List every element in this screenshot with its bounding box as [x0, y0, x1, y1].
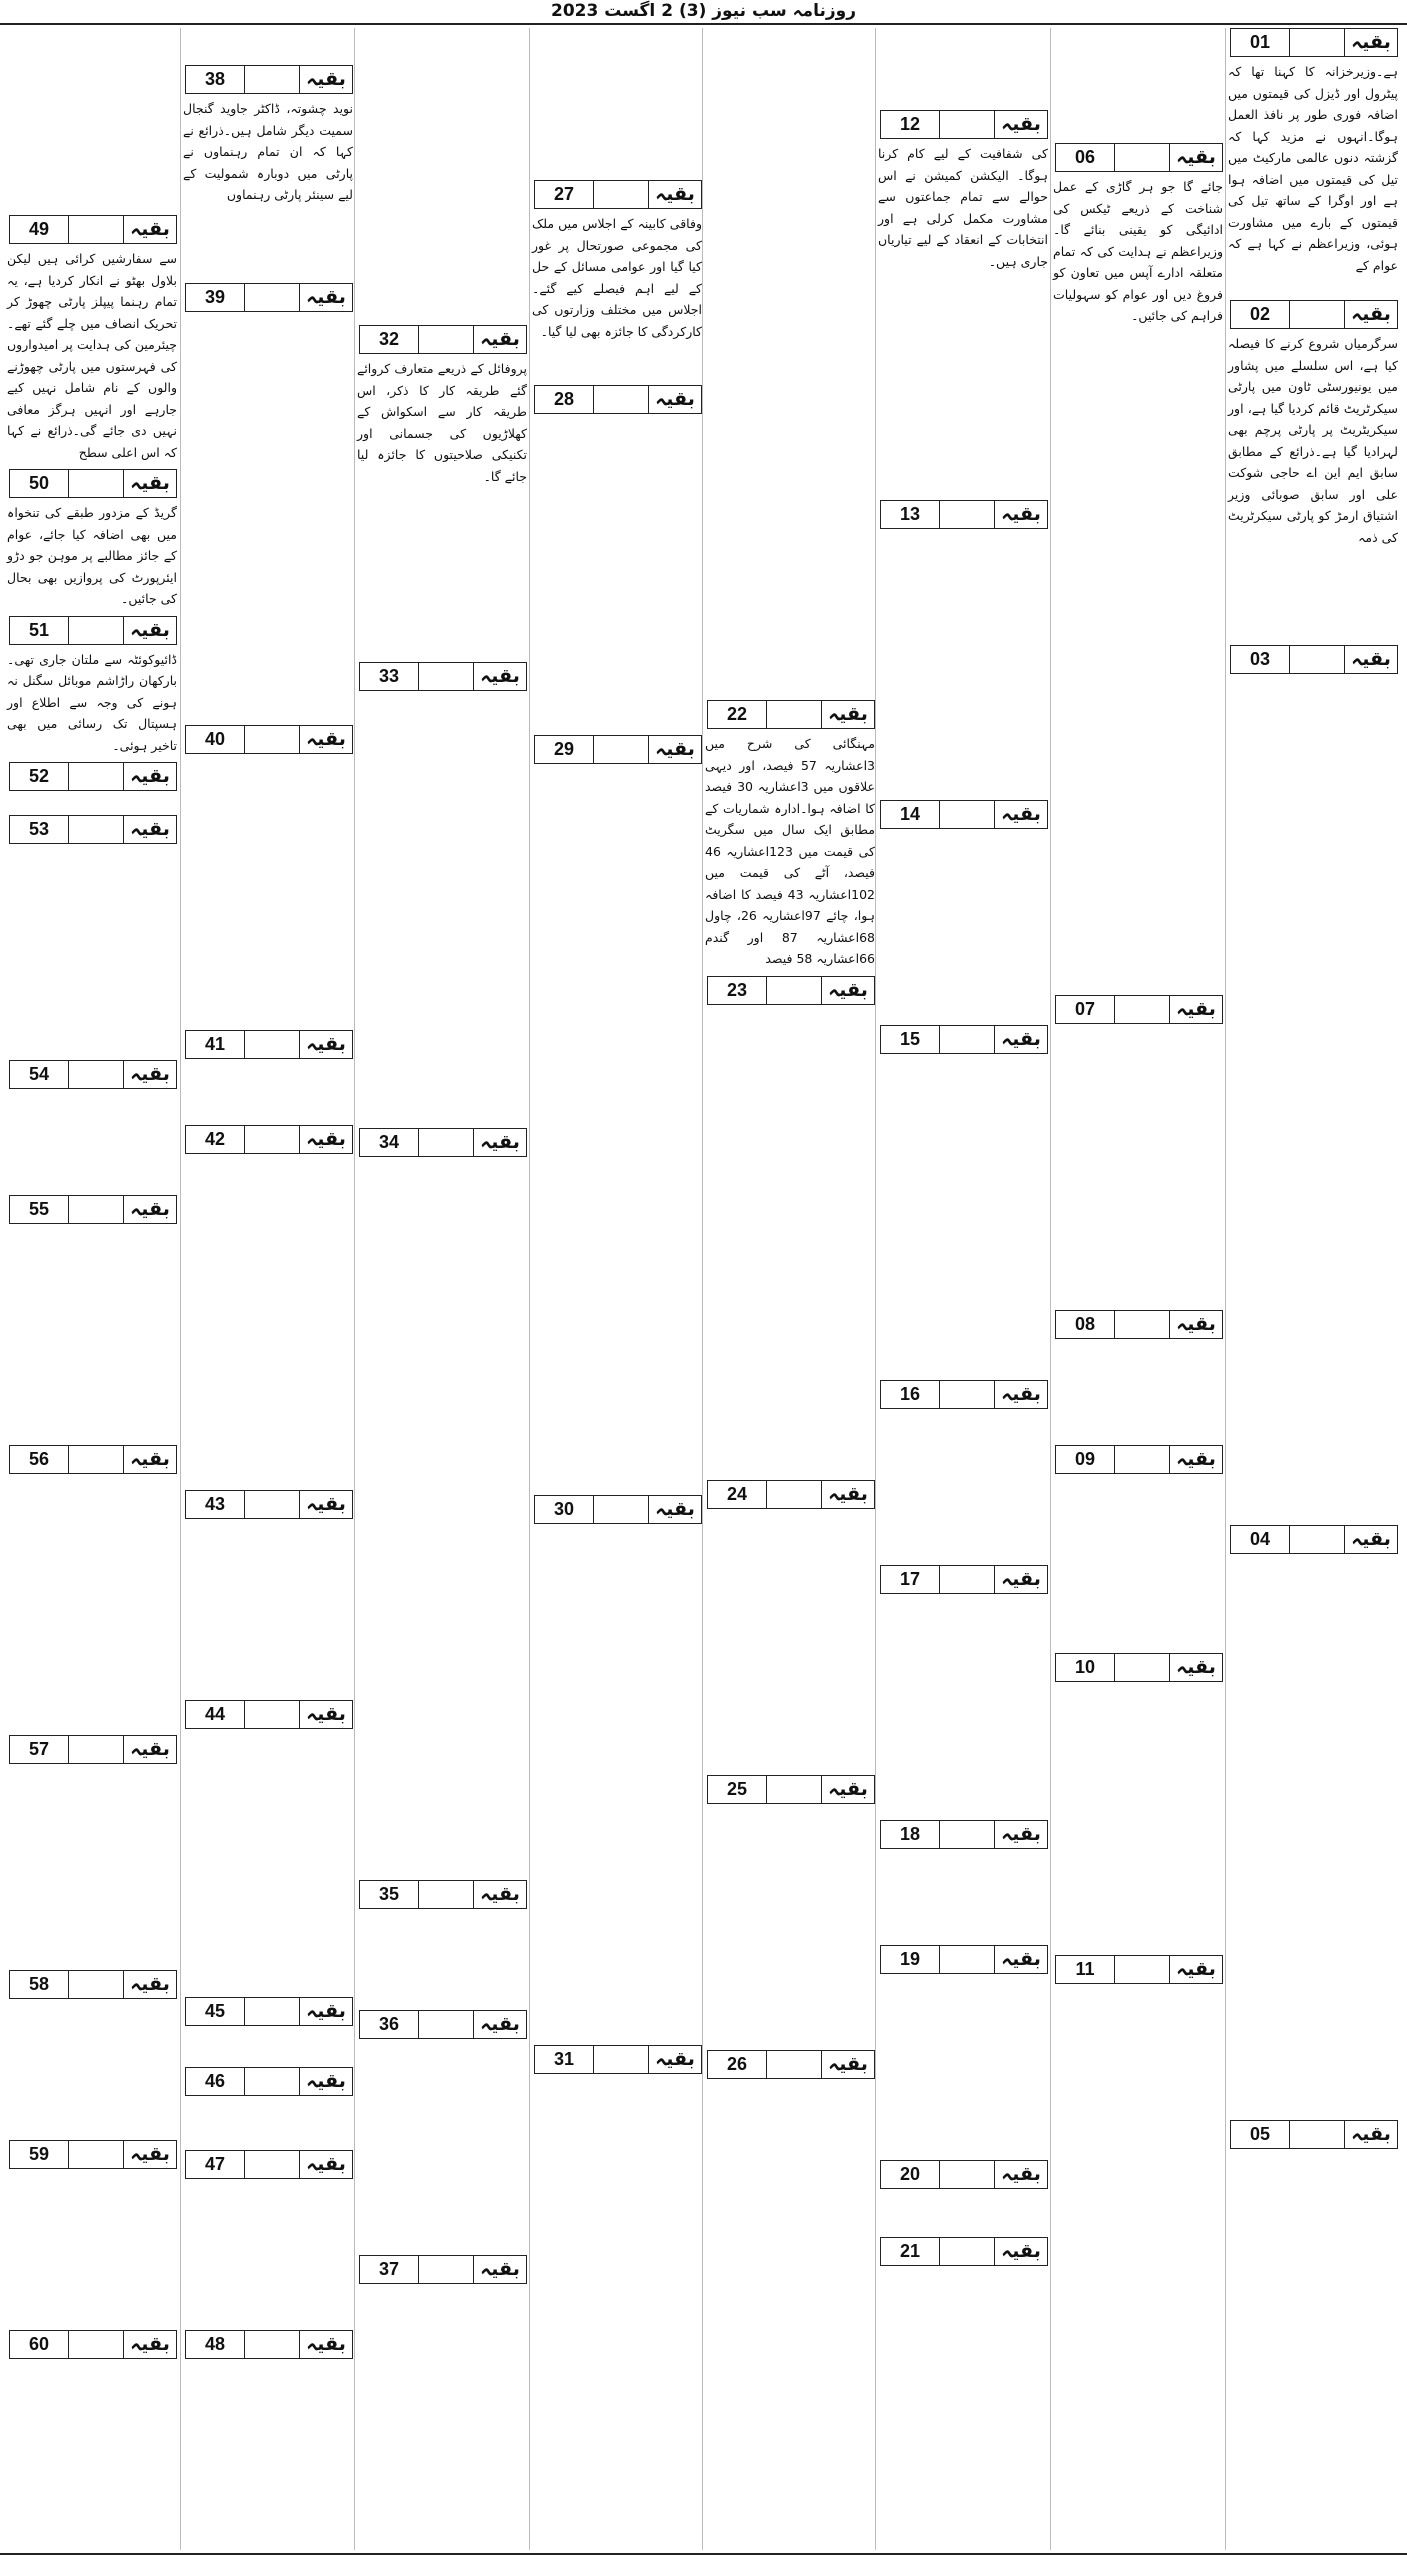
continuation-label: بقیہ	[123, 1196, 176, 1223]
continuation-blank	[593, 386, 648, 413]
continuation-number: 40	[204, 728, 226, 749]
continuation-number: 51	[28, 619, 50, 640]
continuation-blank	[418, 1881, 473, 1908]
article-text: پروفائل کے ذریعے متعارف کروائے گئے طریقہ کار کا ذکر، اس طریقہ کار سے اسکواش کے کھلاڑیوں کی جسمانی اور تکنیکی صلاحیتوں کا جائزہ لیا جائے گا۔	[357, 361, 527, 484]
continuation-number: 47	[204, 2153, 226, 2174]
continuation-blank	[68, 1736, 123, 1763]
continuation-box-15	[880, 1025, 1048, 1054]
continuation-number: 02	[1249, 304, 1271, 324]
continuation-label: بقیہ	[821, 1776, 874, 1803]
continuation-blank	[1114, 1446, 1169, 1473]
continuation-blank	[1114, 1311, 1169, 1338]
continuation-blank	[939, 1381, 994, 1408]
continuation-number: 49	[28, 219, 50, 239]
continuation-label: بقیہ	[299, 1701, 352, 1728]
column-1	[1228, 28, 1398, 2149]
continuation-number: 28	[553, 389, 575, 409]
continuation-blank	[68, 617, 123, 644]
continuation-label: بقیہ	[648, 386, 701, 413]
continuation-label: بقیہ	[299, 726, 352, 753]
continuation-number: 33	[378, 666, 400, 686]
continuation-box-50	[9, 469, 177, 498]
continuation-blank	[418, 326, 473, 353]
continuation-blank	[68, 470, 123, 497]
continuation-blank	[766, 2051, 821, 2078]
column-5	[532, 28, 702, 2074]
continuation-blank	[68, 2141, 123, 2168]
continuation-box-28	[534, 385, 702, 414]
masthead: روزنامہ سب نیوز (3) 2 اگست 2023	[551, 1, 856, 21]
continuation-box-34	[359, 1128, 527, 1157]
article-text: ڈائیوکوئٹہ سے ملتان جاری تھی۔بارکھان راڑاشم موبائل سگنل نہ ہونے کی وجہ سے اطلاع اور ہسپتال تک رسائی میں بھی تاخیر ہوئی۔	[7, 651, 177, 753]
continuation-label: بقیہ	[1169, 1956, 1222, 1983]
continuation-blank	[244, 726, 299, 753]
article-text: سرگرمیاں شروع کرنے کا فیصلہ کیا ہے، اس سلسلے میں پشاور میں یونیورسٹی ٹاون میں پارٹی سیکرٹریٹ قائم کردیا گیا ہے، اور سیکریٹریٹ پر پارٹی پرچم بھی لہرادیا گیا ہے۔ذرائع کے مطابق سابق ایم این اے حاجی شوکت علی اور سابق صوبائی وزیر اشتیاق ارمڑ کو پارٹی سیکرٹریٹ کی ذمہ	[1228, 336, 1398, 545]
continuation-box-49	[9, 215, 177, 244]
continuation-box-11	[1055, 1955, 1223, 1984]
continuation-number: 42	[204, 1128, 226, 1149]
continuation-label: بقیہ	[994, 1946, 1047, 1973]
continuation-label: بقیہ	[821, 1481, 874, 1508]
continuation-label: بقیہ	[994, 1381, 1047, 1408]
continuation-number: 48	[204, 2333, 226, 2354]
continuation-number: 13	[899, 504, 921, 524]
column-2	[1053, 28, 1223, 1984]
continuation-box-37	[359, 2255, 527, 2284]
continuation-blank	[1114, 144, 1169, 171]
continuation-label: بقیہ	[299, 2068, 352, 2095]
continuation-blank	[244, 284, 299, 311]
continuation-number: 24	[726, 1483, 748, 1504]
continuation-box-35	[359, 1880, 527, 1909]
continuation-label: بقیہ	[648, 1496, 701, 1523]
column-divider	[529, 28, 530, 2550]
continuation-label: بقیہ	[123, 1971, 176, 1998]
continuation-blank	[593, 736, 648, 763]
column-8	[7, 28, 177, 2359]
continuation-box-54	[9, 1060, 177, 1089]
continuation-label: بقیہ	[123, 2331, 176, 2358]
continuation-label: بقیہ	[821, 701, 874, 728]
continuation-number: 03	[1249, 649, 1271, 669]
continuation-number: 04	[1249, 1529, 1271, 1549]
continuation-number: 01	[1249, 32, 1271, 52]
continuation-number: 60	[28, 2334, 50, 2354]
continuation-number: 32	[378, 329, 400, 349]
continuation-number: 29	[553, 739, 575, 759]
continuation-number: 58	[28, 1974, 50, 1994]
continuation-label: بقیہ	[821, 977, 874, 1004]
continuation-label: بقیہ	[123, 1061, 176, 1088]
continuation-label: بقیہ	[994, 111, 1047, 138]
continuation-box-32	[359, 325, 527, 354]
continuation-box-25	[707, 1775, 875, 1804]
continuation-number: 10	[1074, 1656, 1096, 1677]
continuation-number: 26	[726, 2053, 748, 2074]
continuation-box-38	[185, 65, 353, 94]
continuation-blank	[939, 1821, 994, 1848]
continuation-blank	[418, 663, 473, 690]
continuation-label: بقیہ	[123, 470, 176, 497]
continuation-number: 46	[204, 2070, 226, 2091]
continuation-label: بقیہ	[299, 1126, 352, 1153]
article-text: کی شفافیت کے لیے کام کرنا ہوگا۔ الیکشن کمیشن نے اس حوالے سے تمام جماعتوں سے مشاورت مکمل کرلی ہے اور انتخابات کے انعقاد کے لیے تیاریاں جاری ہیں۔	[878, 146, 1048, 269]
continuation-number: 15	[899, 1029, 921, 1049]
continuation-number: 37	[378, 2259, 400, 2279]
continuation-blank	[593, 181, 648, 208]
continuation-number: 44	[204, 1703, 226, 1724]
continuation-box-16	[880, 1380, 1048, 1409]
article-text: نوید چشوتہ، ڈاکٹر جاوید گنجال سمیت دیگر شامل ہیں۔ذرائع نے کہا کہ ان تمام رہنماوں نے پارٹی میں دوبارہ شمولیت کے لیے سینئر پارٹی رہنماوں	[183, 101, 353, 202]
continuation-number: 59	[28, 2144, 50, 2164]
continuation-label: بقیہ	[123, 2141, 176, 2168]
continuation-label: بقیہ	[473, 326, 526, 353]
continuation-box-06	[1055, 143, 1223, 172]
continuation-box-13	[880, 500, 1048, 529]
continuation-blank	[1289, 2121, 1344, 2148]
continuation-number: 57	[28, 1739, 50, 1759]
continuation-box-02	[1230, 300, 1398, 329]
continuation-blank	[244, 1701, 299, 1728]
continuation-box-58	[9, 1970, 177, 1999]
continuation-blank	[593, 1496, 648, 1523]
continuation-label: بقیہ	[648, 181, 701, 208]
article-text: گریڈ کے مزدور طبقے کی تنخواہ میں بھی اضافہ کیا جائے، عوام کے جائز مطالبے پر موہن جو دڑو ایئرپورٹ کی پروازیں بھی بحال کی جائیں۔	[7, 505, 177, 606]
continuation-number: 06	[1074, 147, 1096, 167]
continuation-number: 18	[899, 1824, 921, 1844]
continuation-blank	[68, 216, 123, 243]
continuation-number: 50	[28, 473, 50, 493]
continuation-box-14	[880, 800, 1048, 829]
continuation-label: بقیہ	[994, 801, 1047, 828]
continuation-blank	[939, 501, 994, 528]
continuation-number: 17	[899, 1569, 921, 1589]
continuation-number: 54	[28, 1064, 50, 1084]
continuation-label: بقیہ	[994, 2238, 1047, 2265]
continuation-number: 09	[1074, 1448, 1096, 1469]
continuation-box-30	[534, 1495, 702, 1524]
continuation-number: 30	[553, 1499, 575, 1519]
continuation-box-29	[534, 735, 702, 764]
continuation-blank	[1114, 1654, 1169, 1681]
column-divider	[1225, 28, 1226, 2550]
continuation-blank	[244, 2331, 299, 2358]
continuation-number: 23	[726, 979, 748, 1000]
continuation-label: بقیہ	[299, 66, 352, 93]
continuation-blank	[244, 1126, 299, 1153]
column-6	[357, 28, 527, 2284]
continuation-label: بقیہ	[994, 1821, 1047, 1848]
continuation-label: بقیہ	[1344, 2121, 1397, 2148]
continuation-number: 11	[1075, 1958, 1095, 1979]
continuation-label: بقیہ	[299, 284, 352, 311]
continuation-blank	[766, 701, 821, 728]
continuation-label: بقیہ	[1344, 646, 1397, 673]
continuation-box-19	[880, 1945, 1048, 1974]
continuation-label: بقیہ	[1169, 1654, 1222, 1681]
article-text: مہنگائی کی شرح میں 3اعشاریہ 57 فیصد، اور دیہی علاقوں میں 3اعشاریہ 30 فیصد کا اضافہ ہوا۔ادارہ شماریات کے مطابق ایک سال میں سگریٹ کی قیمت میں 123اعشاریہ 46 فیصد، آٹے کی قیمت میں 102اعشاریہ 43 فیصد کا اضافہ ہوا، چائے 97اعشاریہ 26، چاول 68اعشاریہ 87 اور گندم 66اعشاریہ 58 فیصد	[705, 736, 875, 966]
continuation-blank	[244, 1031, 299, 1058]
continuation-box-39	[185, 283, 353, 312]
continuation-box-44	[185, 1700, 353, 1729]
continuation-blank	[1289, 646, 1344, 673]
continuation-box-51	[9, 616, 177, 645]
continuation-number: 36	[378, 2014, 400, 2034]
column-4	[705, 28, 875, 2079]
footer-rule	[0, 2553, 1407, 2555]
continuation-box-24	[707, 1480, 875, 1509]
continuation-blank	[939, 2238, 994, 2265]
continuation-blank	[68, 1446, 123, 1473]
column-3	[878, 28, 1048, 2266]
article-text: ہے۔وزیرخزانہ کا کہنا تھا کہ پیٹرول اور ڈیزل کی قیمتوں میں اضافہ فوری طور پر نافذ العمل ہوگا۔انہوں نے مزید کہا کہ گزشتہ دنوں عالمی مارکیٹ میں تیل کی قیمتوں میں اضافہ ہوا ہے اور اوگرا کے ساتھ تیل کی قیمتوں کے بارے میں مشاورت ہوئی، وزیراعظم نے کہا ہے کہ عوام کے	[1228, 64, 1398, 273]
continuation-number: 12	[899, 114, 921, 134]
continuation-blank	[68, 2331, 123, 2358]
continuation-label: بقیہ	[299, 1998, 352, 2025]
continuation-box-45	[185, 1997, 353, 2026]
continuation-label: بقیہ	[1344, 1526, 1397, 1553]
continuation-box-23	[707, 976, 875, 1005]
continuation-label: بقیہ	[648, 736, 701, 763]
continuation-number: 25	[726, 1778, 748, 1799]
column-divider	[1050, 28, 1051, 2550]
continuation-box-18	[880, 1820, 1048, 1849]
continuation-box-40	[185, 725, 353, 754]
continuation-box-59	[9, 2140, 177, 2169]
continuation-box-10	[1055, 1653, 1223, 1682]
continuation-blank	[939, 2161, 994, 2188]
continuation-number: 39	[204, 286, 226, 307]
continuation-blank	[1289, 301, 1344, 328]
continuation-box-09	[1055, 1445, 1223, 1474]
continuation-blank	[244, 1998, 299, 2025]
column-7	[183, 28, 353, 2359]
continuation-blank	[68, 816, 123, 843]
continuation-label: بقیہ	[123, 816, 176, 843]
continuation-blank	[68, 1061, 123, 1088]
continuation-label: بقیہ	[123, 1736, 176, 1763]
continuation-number: 22	[726, 704, 748, 724]
continuation-blank	[418, 2256, 473, 2283]
continuation-blank	[68, 1971, 123, 1998]
continuation-blank	[1114, 1956, 1169, 1983]
continuation-blank	[418, 2011, 473, 2038]
article-text: وفاقی کابینہ کے اجلاس میں ملک کی مجموعی صورتحال پر غور کیا گیا اور عوامی مسائل کے حل کے لیے اہم فیصلے کیے گئے۔ اجلاس میں مختلف وزارتوں کی کارکردگی کا جائزہ بھی لیا گیا۔	[532, 216, 702, 339]
continuation-box-60	[9, 2330, 177, 2359]
continuation-box-17	[880, 1565, 1048, 1594]
continuation-number: 34	[378, 1132, 400, 1152]
continuation-label: بقیہ	[1169, 1446, 1222, 1473]
continuation-box-31	[534, 2045, 702, 2074]
continuation-number: 38	[204, 69, 226, 89]
continuation-blank	[68, 1196, 123, 1223]
continuation-box-53	[9, 815, 177, 844]
continuation-label: بقیہ	[123, 1446, 176, 1473]
column-divider	[354, 28, 355, 2550]
continuation-box-21	[880, 2237, 1048, 2266]
continuation-number: 14	[899, 804, 921, 824]
continuation-number: 07	[1074, 998, 1096, 1019]
continuation-blank	[766, 1776, 821, 1803]
continuation-box-48	[185, 2330, 353, 2359]
continuation-label: بقیہ	[123, 763, 176, 790]
continuation-box-08	[1055, 1310, 1223, 1339]
continuation-label: بقیہ	[1344, 301, 1397, 328]
continuation-blank	[593, 2046, 648, 2073]
continuation-label: بقیہ	[473, 1129, 526, 1156]
continuation-blank	[1114, 996, 1169, 1023]
continuation-number: 35	[378, 1884, 400, 1904]
continuation-label: بقیہ	[994, 2161, 1047, 2188]
continuation-label: بقیہ	[473, 2011, 526, 2038]
continuation-label: بقیہ	[994, 1026, 1047, 1053]
column-divider	[180, 28, 181, 2550]
continuation-number: 45	[204, 2000, 226, 2021]
continuation-box-03	[1230, 645, 1398, 674]
continuation-label: بقیہ	[473, 663, 526, 690]
continuation-box-55	[9, 1195, 177, 1224]
continuation-box-05	[1230, 2120, 1398, 2149]
continuation-label: بقیہ	[299, 1031, 352, 1058]
continuation-label: بقیہ	[299, 1491, 352, 1518]
continuation-number: 27	[553, 184, 575, 204]
continuation-number: 41	[204, 1033, 226, 1054]
continuation-box-33	[359, 662, 527, 691]
column-divider	[875, 28, 876, 2550]
continuation-label: بقیہ	[123, 617, 176, 644]
continuation-blank	[418, 1129, 473, 1156]
continuation-box-43	[185, 1490, 353, 1519]
continuation-label: بقیہ	[1169, 996, 1222, 1023]
continuation-number: 08	[1074, 1313, 1096, 1334]
continuation-box-41	[185, 1030, 353, 1059]
continuation-blank	[766, 977, 821, 1004]
continuation-number: 31	[553, 2049, 575, 2069]
continuation-number: 05	[1249, 2124, 1271, 2144]
continuation-box-47	[185, 2150, 353, 2179]
continuation-box-22	[707, 700, 875, 729]
continuation-number: 21	[899, 2241, 921, 2261]
continuation-blank	[244, 1491, 299, 1518]
continuation-blank	[939, 111, 994, 138]
continuation-number: 52	[28, 766, 50, 786]
continuation-box-26	[707, 2050, 875, 2079]
continuation-label: بقیہ	[994, 501, 1047, 528]
continuation-number: 53	[28, 819, 50, 839]
continuation-number: 55	[28, 1199, 50, 1219]
article-text: جائے گا جو ہر گاڑی کے عمل شناخت کے ذریعے ٹیکس کی ادائیگی کو یقینی بنائے گا۔ وزیراعظم نے ہدایت کی کہ تمام متعلقہ ادارے آپس میں تعاون کو فروغ دیں اور عوام کو سہولیات فراہم کی جائیں۔	[1053, 179, 1223, 323]
continuation-blank	[1289, 1526, 1344, 1553]
continuation-box-07	[1055, 995, 1223, 1024]
continuation-box-20	[880, 2160, 1048, 2189]
continuation-number: 56	[28, 1449, 50, 1469]
continuation-box-27	[534, 180, 702, 209]
continuation-number: 43	[204, 1493, 226, 1514]
continuation-blank	[244, 2068, 299, 2095]
continuation-blank	[1289, 29, 1344, 56]
article-text: سے سفارشیں کرائی ہیں لیکن بلاول بھٹو نے انکار کردیا ہے، یہ تمام رہنما پیپلز پارٹی چھوڑ کر تحریک انصاف میں چلے گئے تھے۔ چیئرمین کی ہدایت پر امیدواروں کی فہرستوں میں پارٹی چھوڑنے والوں کے نام شامل نہیں کیے جارہے اور انہیں ہرگز معافی نہیں دی جائے گی۔ذرائع نے کہا کہ اس اعلی سطح	[7, 251, 177, 460]
continuation-label: بقیہ	[994, 1566, 1047, 1593]
continuation-label: بقیہ	[821, 2051, 874, 2078]
column-divider	[702, 28, 703, 2550]
continuation-box-01	[1230, 28, 1398, 57]
continuation-box-36	[359, 2010, 527, 2039]
continuation-box-56	[9, 1445, 177, 1474]
continuation-label: بقیہ	[473, 2256, 526, 2283]
continuation-label: بقیہ	[1169, 1311, 1222, 1338]
continuation-label: بقیہ	[299, 2151, 352, 2178]
continuation-box-57	[9, 1735, 177, 1764]
continuation-number: 20	[899, 2164, 921, 2184]
continuation-label: بقیہ	[1169, 144, 1222, 171]
continuation-number: 19	[899, 1949, 921, 1969]
continuation-blank	[939, 1946, 994, 1973]
continuation-box-04	[1230, 1525, 1398, 1554]
continuation-label: بقیہ	[123, 216, 176, 243]
continuation-label: بقیہ	[648, 2046, 701, 2073]
continuation-box-52	[9, 762, 177, 791]
continuation-box-42	[185, 1125, 353, 1154]
header-rule	[0, 23, 1407, 25]
continuation-blank	[244, 2151, 299, 2178]
continuation-label: بقیہ	[1344, 29, 1397, 56]
continuation-label: بقیہ	[299, 2331, 352, 2358]
continuation-blank	[68, 763, 123, 790]
continuation-blank	[939, 1026, 994, 1053]
continuation-blank	[939, 801, 994, 828]
continuation-blank	[939, 1566, 994, 1593]
continuation-label: بقیہ	[473, 1881, 526, 1908]
continuation-box-12	[880, 110, 1048, 139]
continuation-blank	[244, 66, 299, 93]
continuation-box-46	[185, 2067, 353, 2096]
continuation-number: 16	[899, 1384, 921, 1404]
continuation-blank	[766, 1481, 821, 1508]
